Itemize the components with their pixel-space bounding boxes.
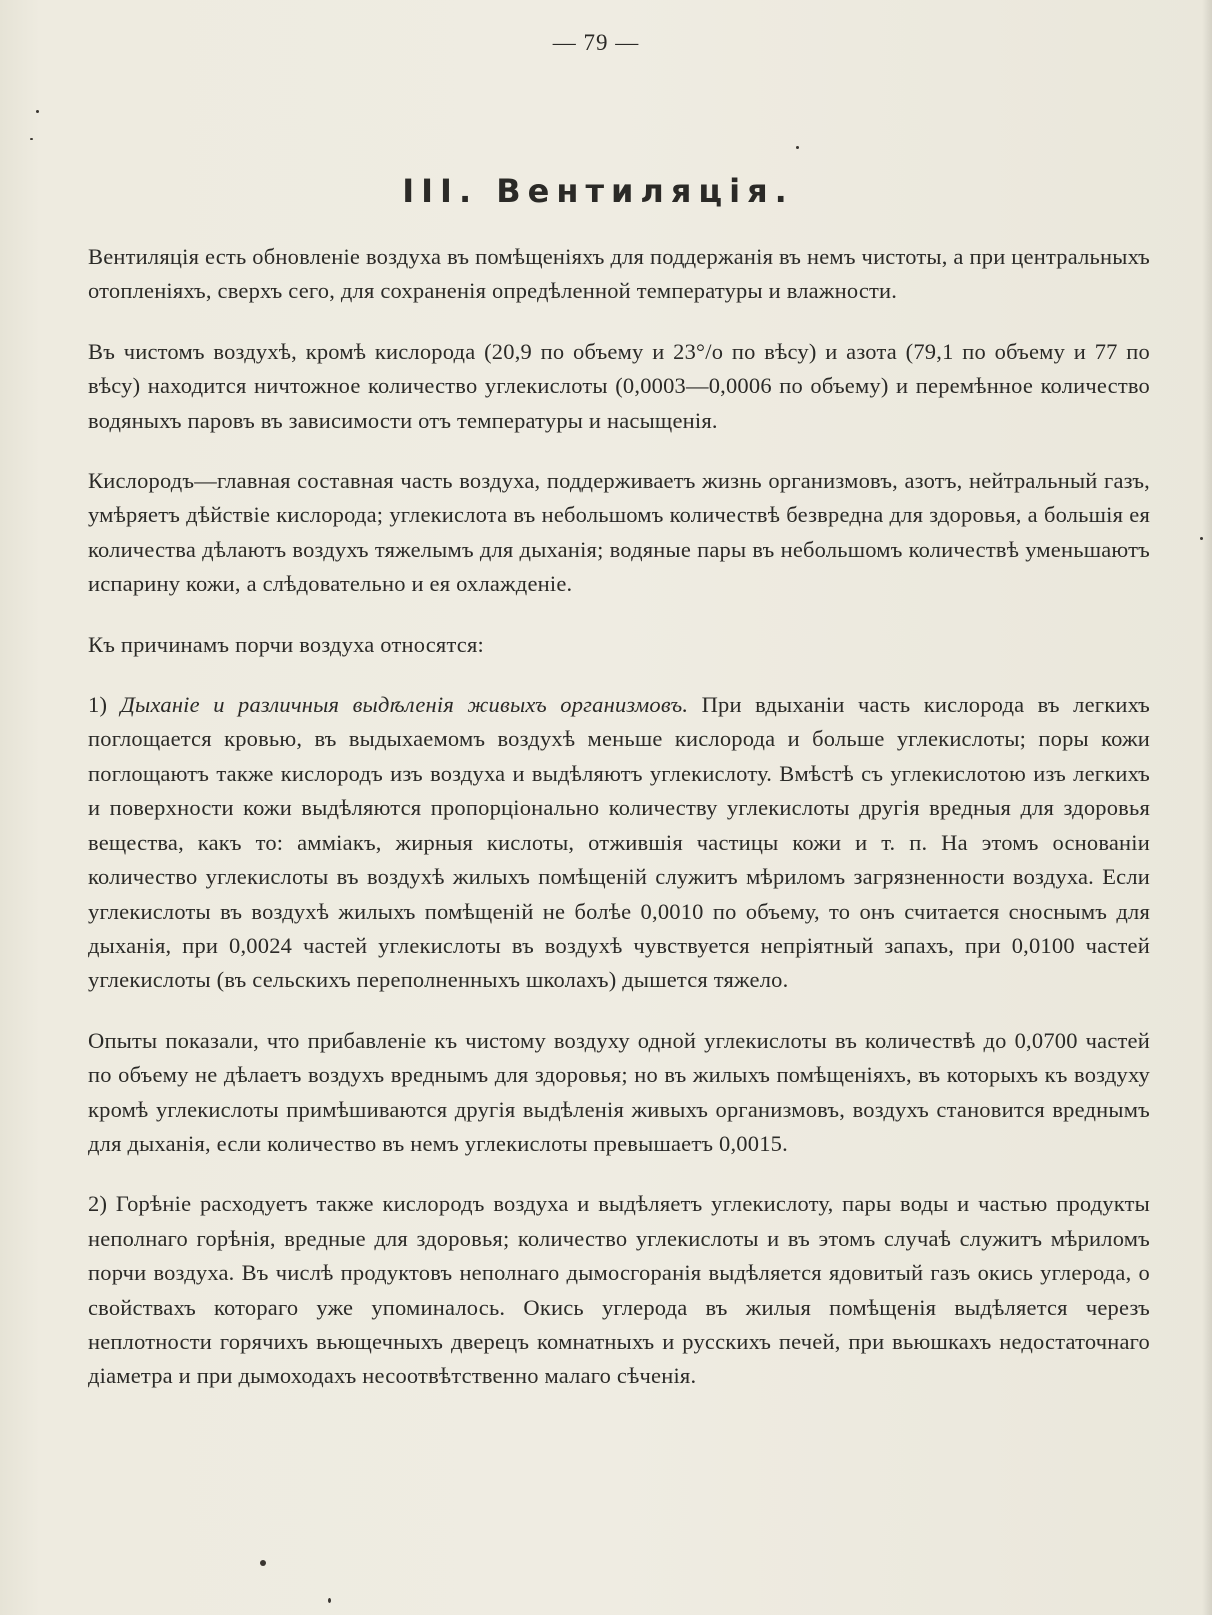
body-text — [88, 240, 1150, 1420]
paragraph-text: При вдыханіи часть кислорода въ легкихъ поглощается кровью, въ выдыхаемомъ воздухѣ меньше кислорода и больше углекислоты; поры кожи поглощаютъ также кислородъ изъ воздуха и выдѣляютъ углекислоту. Вмѣстѣ съ углекислотою изъ легкихъ и поверхности кожи выдѣляются пропорціонально количеству углекислоты другія вредныя для здоровья вещества, какъ то: амміакъ, жирныя кислоты, отжившія частицы кожи и т. п. На этомъ основаніи количество углекислоты въ воздухѣ жилыхъ помѣщеній служитъ мѣриломъ загрязненности воздуха. Если углекислоты въ воздухѣ жилыхъ помѣщеній не болѣе 0,0010 по объему, то онъ считается сноснымъ для дыханія, при 0,0024 частей углекислоты въ воздухѣ чувствуется непріятный запахъ, при 0,0100 частей углекислоты (въ сельскихъ переполненныхъ школахъ) дышется тяжело. — [88, 692, 1150, 993]
ink-speck — [36, 110, 39, 113]
paragraph-text: Кислородъ—главная составная часть воздуха, поддерживаетъ жизнь организмовъ, азотъ, нейтральный газъ, умѣряетъ дѣйствіе кислорода; углекислота въ небольшомъ количествѣ безвредна для здоровья, а большія ея количества дѣлаютъ воздухъ тяжелымъ для дыханія; водяные пары въ небольшомъ количествѣ уменьшаютъ испарину кожи, а слѣдовательно и ея охлажденіе. — [88, 468, 1150, 597]
page-edge-shadow — [1202, 0, 1212, 1615]
paragraph-ventilation-definition — [88, 240, 1150, 309]
ink-speck — [796, 146, 799, 149]
ink-speck — [30, 138, 33, 140]
paragraph-combustion — [88, 1187, 1150, 1393]
paragraph-text: Къ причинамъ порчи воздуха относятся: — [88, 631, 484, 657]
list-number: 1) — [88, 692, 121, 718]
paragraph-oxygen-role — [88, 464, 1150, 602]
paragraph-air-composition — [88, 335, 1150, 438]
ink-speck — [328, 1598, 331, 1603]
paragraph-text: Вентиляція есть обновленіе воздуха въ помѣщеніяхъ для поддержанія въ немъ чистоты, а при центральныхъ отопленіяхъ, сверхъ сего, для сохраненія опредѣленной температуры и влажности. — [88, 244, 1150, 304]
paragraph-text: 2) Горѣніе расходуетъ также кислородъ воздуха и выдѣляетъ углекислоту, пары воды и частью продукты неполнаго горѣнія, вредные для здоровья; количество углекислоты и въ этомъ случаѣ служитъ мѣриломъ порчи воздуха. Въ числѣ продуктовъ неполнаго дымосгоранія выдѣляется ядовитый газъ окись углерода, о свойствахъ котораго уже упоминалось. Окись углерода въ жилыя помѣщенія выдѣляется черезъ неплотности горячихъ вьющечныхъ дверецъ комнатныхъ и русскихъ печей, при вьюшкахъ недостаточнаго діаметра и при дымоходахъ несоотвѣтственно малаго сѣченія. — [88, 1191, 1150, 1389]
paragraph-causes-intro — [88, 628, 1150, 662]
chapter-title: III. Вентиляція. — [402, 172, 794, 210]
paragraph-text: Въ чистомъ воздухѣ, кромѣ кислорода (20,9 по объему и 23°/о по вѣсу) и азота (79,1 по объему и 77 по вѣсу) находится ничтожное количество углекислоты (0,0003—0,0006 по объему) и перемѣнное количество водяныхъ паровъ въ зависимости отъ температуры и насыщенія. — [88, 338, 1150, 433]
ink-speck — [260, 1560, 266, 1566]
paragraph-text: Опыты показали, что прибавленіе къ чистому воздуху одной углекислоты въ количествѣ до 0,0700 частей по объему не дѣлаетъ воздухъ вреднымъ для здоровья; но въ жилыхъ помѣщеніяхъ, въ которыхъ къ воздуху кромѣ углекислоты примѣшиваются другія выдѣленія живыхъ организмовъ, воздухъ становится вреднымъ для дыханія, если количество въ немъ углекислоты превышаетъ 0,0015. — [88, 1027, 1150, 1156]
ink-speck — [1200, 537, 1203, 540]
paragraph-breathing — [88, 688, 1150, 998]
paragraph-experiments — [88, 1024, 1150, 1162]
italic-heading: Дыханіе и различныя выдѣленія живыхъ организмовъ. — [120, 692, 689, 718]
page-number: — 79 — — [552, 30, 640, 55]
